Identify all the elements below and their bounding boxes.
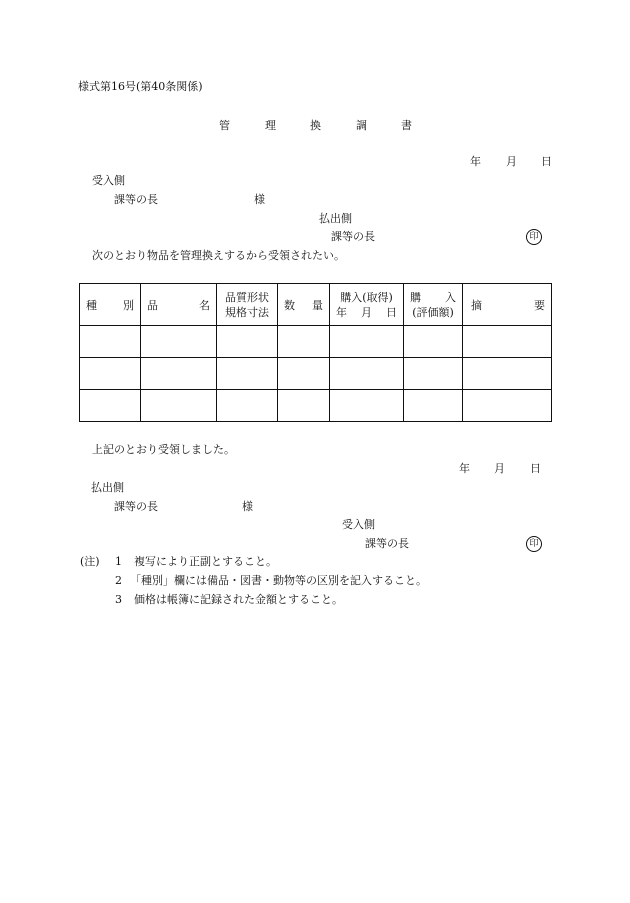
table-cell[interactable]: [330, 326, 404, 358]
item-table: [79, 283, 552, 422]
table-cell[interactable]: [404, 390, 463, 422]
table-cell[interactable]: [463, 390, 552, 422]
notes-label: (注): [80, 555, 100, 568]
table-row: [80, 326, 552, 358]
table-cell[interactable]: [463, 326, 552, 358]
table-row: [80, 390, 552, 422]
table-cell[interactable]: [141, 358, 217, 390]
table-cell[interactable]: [404, 358, 463, 390]
note-text: 価格は帳簿に記録された金額とすること。: [134, 593, 343, 606]
header-quantity: 数 量: [278, 284, 330, 326]
date-month: 月: [494, 462, 505, 475]
receiver-label: 受入側: [342, 518, 375, 531]
title-char: 管: [219, 119, 230, 132]
header-item-name: 品 名: [141, 284, 217, 326]
issuer-label: 払出側: [91, 481, 124, 494]
date-day: 日: [541, 155, 552, 168]
section-head-addressee: 課等の長: [114, 193, 158, 206]
note-number: 2: [115, 574, 122, 587]
table-cell[interactable]: [80, 390, 141, 422]
form-number: 様式第16号(第40条関係): [78, 80, 203, 93]
section-head-issuer: 課等の長: [331, 230, 375, 243]
table-cell[interactable]: [404, 326, 463, 358]
date-year: 年: [470, 155, 481, 168]
table-cell[interactable]: [278, 326, 330, 358]
date-day: 日: [530, 462, 541, 475]
note-text: 「種別」欄には備品・図書・動物等の区別を記入すること。: [130, 574, 427, 587]
table-cell[interactable]: [278, 358, 330, 390]
title-char: 調: [356, 119, 367, 132]
table-cell[interactable]: [330, 358, 404, 390]
header-purchase-date: 購入(取得) 年 月 日: [330, 284, 404, 326]
section-head-addressee: 課等の長: [114, 500, 158, 513]
table-cell[interactable]: [141, 326, 217, 358]
table-cell[interactable]: [217, 390, 278, 422]
table-row: [80, 358, 552, 390]
header-purchase-price: 購 入 (評価額): [404, 284, 463, 326]
section-head-receiver: 課等の長: [365, 537, 409, 550]
table-cell[interactable]: [463, 358, 552, 390]
note-text: 複写により正副とすること。: [134, 555, 277, 568]
table-cell[interactable]: [80, 358, 141, 390]
honorific: 様: [254, 193, 265, 206]
issuer-label: 払出側: [319, 212, 352, 225]
header-remarks: 摘 要: [463, 284, 552, 326]
table-cell[interactable]: [141, 390, 217, 422]
title-char: 書: [401, 119, 412, 132]
table-cell[interactable]: [217, 358, 278, 390]
note-number: 1: [115, 555, 122, 568]
table-cell[interactable]: [278, 390, 330, 422]
table-cell[interactable]: [330, 390, 404, 422]
header-quality: 品質形状 規格寸法: [217, 284, 278, 326]
note-number: 3: [115, 593, 122, 606]
date-year: 年: [459, 462, 470, 475]
title-char: 理: [265, 119, 276, 132]
header-type: 種 別: [80, 284, 141, 326]
date-month: 月: [506, 155, 517, 168]
seal-icon: 印: [526, 229, 542, 245]
seal-icon: 印: [526, 536, 542, 552]
table-cell[interactable]: [80, 326, 141, 358]
table-cell[interactable]: [217, 326, 278, 358]
receipt-text: 上記のとおり受領しました。: [92, 443, 235, 456]
honorific: 様: [242, 500, 253, 513]
title-char: 換: [310, 119, 321, 132]
request-text: 次のとおり物品を管理換えするから受領されたい。: [92, 249, 345, 262]
table-header-row: [80, 284, 552, 326]
receiver-label: 受入側: [92, 174, 125, 187]
